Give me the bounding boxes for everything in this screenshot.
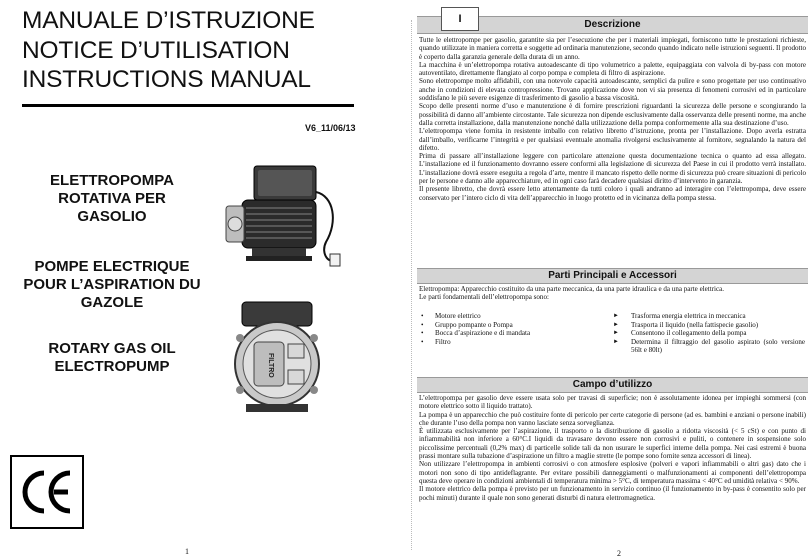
list-item: ► Trasforma energia elettrica in meccanica bbox=[613, 312, 746, 320]
parts-descriptions bbox=[613, 312, 805, 355]
parts-list bbox=[421, 312, 530, 346]
section-body-campo: L’elettropompa per gasolio deve essere usata solo per travasi di superficie; non è assolutamente idonea per impieghi sommersi (con motore elettrico sotto il liquido trattato). La pompa è un apparecchio che può costituire fonte di pericolo per certe categorie di persone (ad es. bambini e anziani o persone inabili) che durante l’uso della pompa non vanno lasciate senza sorveglianza. È utilizzata esclusivamente per l’aspirazione, il trasporto o la distribuzione di gasolio a ridotta viscosità (< 5 cSt) e con punto di infiammabilità non inferiore a 60°C.I liquidi da travasare devono essere non corrosivi e puliti, o contenere in sospensione solo piccolissime percentuali (0,2% max) di particelle solide tali da non usurare le superfici interne della pompa. Nei casi estremi è buona prassi montare sulla tubazione d’aspirazione un filtro a maglie strette (le pompe sono fornite senza accessori di linea). Non utilizzare l’elettropompa in ambienti corrosivi o con atmosfere esplosive (polveri e vapori infiammabili o altri gas) dato che i motori non sono di tipo antideflagrante. Per evitare possibili danneggiamenti o malfunzionamenti ai componenti dell’elettropompa questa deve operare in condizioni ambientali di temperatura minima > 5°C, di temperatura massima < 40°C ed umidità relativa < 90%. Il motore elettrico della pompa è previsto per un funzionamento in servizio continuo (il funzionamento in by-pass è consentito solo per pochi minuti) durante il quale non sono generati disturbi di natura elettromagnetica. bbox=[419, 394, 806, 502]
list-item: • Gruppo pompante o Pompa bbox=[421, 320, 513, 329]
instructions-page bbox=[417, 0, 808, 559]
title-rule bbox=[22, 104, 354, 107]
pump-side-view-image bbox=[222, 162, 342, 282]
section-body-descrizione: Tutte le elettropompe per gasolio, garantite sia per l’esecuzione che per i materiali impiegati, forniscono tutte le prestazioni richieste, quando utilizzate in maniera corretta e soggette ad ordinaria manutenzione, secondo quando indicato nelle istruzioni seguenti. Il prodotto è coperto dalla garanzia generale della durata di un anno. La macchina è un’elettropompa rotativa autoadescante di tipo volumetrico a palette, equipaggiata con valvola di by-pass con motore autoventilato, direttamente flangiato al corpo pompa e completa di filtro di aspirazione. Sono elettropompe molto affidabili, con una notevole capacità autoadescante, semplici da pulire e sono progettate per uso continuativo anche in condizioni di elevata contropressione. Trovano applicazione dove non vi sia presenza di fenomeni corrosivi ed in particolare soddisfano le più severe esigenze di trasferimento di gasolio a bassa viscosità. Scopo delle presenti norme d’uso e manutenzione è di fornire prescrizioni riguardanti la sicurezza delle persone e scongiurando la possibilità di danno all’ambiente circostante. Tale sicurezza non dipende esclusivamente dalla osservanza delle presenti norme, ma anche dalla corretta installazione, dalla manutenzione nonché dalla utilizzazione della pompa conformemente alla sua destinazione d’uso. L’elettropompa viene fornita in resistente imballo con relativo libretto d’istruzione, pronta per l’installazione. Dopo averla estratta dall’imballo, verificarne l’integrità e per qualsiasi eventuale anomalia rivolgersi esclusivamente al fornitore, segnalando la natura del difetto. Prima di passare all’installazione leggere con particolare attenzione questa documentazione tecnica o quanto ad essa allegato. L’installazione ed il funzionamento dovranno essere conformi alla legislazione di sicurezza del Paese in cui il prodotto verrà installato. L’installazione dovrà essere eseguita a regola d’arte, mentre il mancato rispetto delle norme di sicurezza può creare situazioni di pericolo per le persone e danno alle apparecchiature, ed in ogni caso farà decadere qualsiasi diritto d’intervento in garanzia. Il presente libretto, che dovrà essere letto attentamente da tutti coloro i quali andranno ad interagire con l’elettropompa, deve essere conservato per l’intero ciclo di vita dell’apparecchio in luogo protetto ed in vicinanza della pompa stessa. bbox=[419, 36, 806, 202]
section-header-parti: Parti Principali e Accessori bbox=[417, 268, 808, 284]
language-badge: I bbox=[441, 7, 479, 31]
list-item: ► Determina il filtraggio del gasolio aspirato (solo versione 56lt e 80lt) bbox=[613, 337, 805, 354]
list-item: • Filtro bbox=[421, 337, 451, 346]
section-intro-parti: Elettropompa: Apparecchio costituito da una parte meccanica, da una parte idraulica e da una parte elettrica. Le parti fondamentali dell’elettropompa sono: bbox=[419, 285, 725, 302]
product-name-en: ROTARY GAS OIL ELECTROPUMP bbox=[48, 340, 176, 375]
manual-title-fr: NOTICE D’UTILISATION bbox=[22, 37, 290, 64]
ce-mark-logo bbox=[10, 455, 84, 529]
manual-title-en: INSTRUCTIONS MANUAL bbox=[22, 66, 311, 93]
product-name-fr: POMPE ELECTRIQUE POUR L’ASPIRATION DU GAZOLE bbox=[23, 258, 201, 311]
list-item: ► Consentono il collegamento della pompa bbox=[613, 329, 747, 337]
version-label: V6_11/06/13 bbox=[305, 123, 356, 133]
pump-front-view-image bbox=[224, 298, 328, 418]
list-item: • Motore elettrico bbox=[421, 312, 481, 320]
list-item: ► Trasporta il liquido (nella fattispecie gasolio) bbox=[613, 320, 759, 329]
filter-label: FILTRO bbox=[267, 353, 274, 378]
page-divider bbox=[411, 20, 413, 550]
product-name-it: ELETTROPOMPA ROTATIVA PER GASOLIO bbox=[50, 172, 174, 225]
page-number-right: 2 bbox=[617, 549, 621, 558]
section-header-descrizione: Descrizione bbox=[417, 16, 808, 34]
page-number-left: 1 bbox=[185, 547, 189, 556]
list-item: • Bocca d’aspirazione e di mandata bbox=[421, 329, 531, 337]
manual-title-it: MANUALE D’ISTRUZIONE bbox=[22, 7, 315, 34]
section-header-campo: Campo d’utilizzo bbox=[417, 377, 808, 393]
